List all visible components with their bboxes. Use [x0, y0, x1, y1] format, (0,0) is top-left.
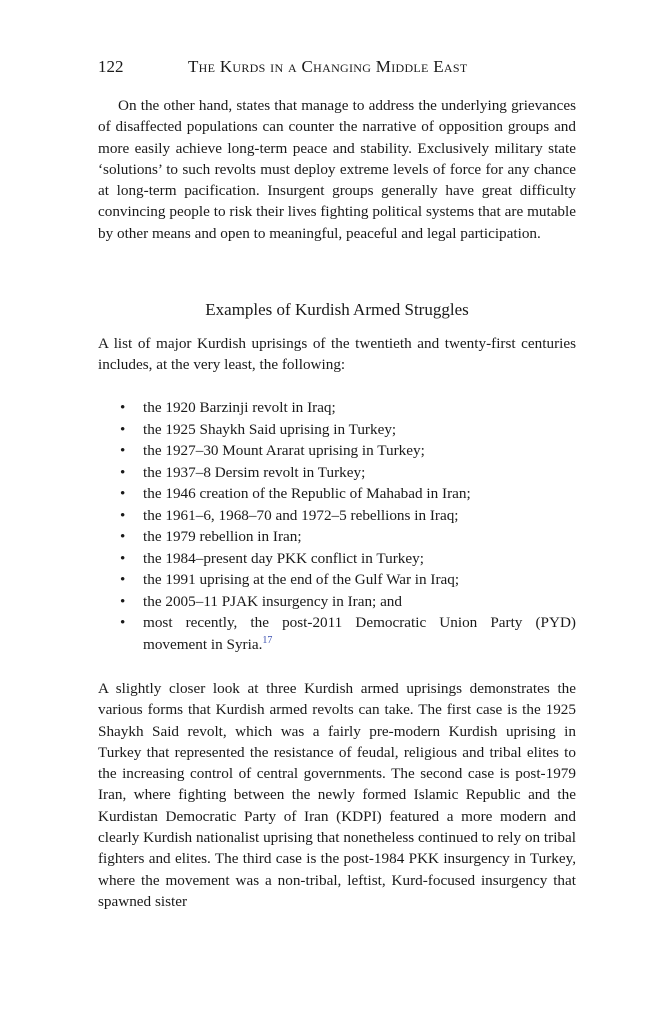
bullet-icon: •	[120, 506, 126, 524]
list-item-text: most recently, the post-2011 Democratic Union Party (PYD) movement in Syria.	[143, 614, 576, 653]
footnote-reference-link[interactable]: 17	[262, 634, 273, 646]
running-title: The Kurds in a Changing Middle East	[188, 57, 468, 76]
list-item-text: the 1984–present day PKK conflict in Turkey;	[143, 549, 424, 567]
list-item	[98, 462, 576, 484]
list-item	[98, 483, 576, 505]
list-item-text: the 1946 creation of the Republic of Mahabad in Iran;	[143, 485, 471, 502]
bullet-icon: •	[120, 614, 126, 631]
page-number: 122	[98, 57, 124, 76]
list-item-text: the 2005–11 PJAK insurgency in Iran; and	[143, 592, 402, 610]
list-item	[98, 569, 576, 591]
running-head	[98, 55, 576, 79]
list-item	[98, 548, 576, 570]
uprisings-list	[98, 397, 576, 655]
list-item	[98, 526, 576, 548]
list-item-text: the 1920 Barzinji revolt in Iraq;	[143, 399, 336, 416]
list-item-text: the 1979 rebellion in Iran;	[143, 528, 302, 545]
list-item-text: the 1991 uprising at the end of the Gulf War in Iraq;	[143, 571, 460, 588]
list-item-text: the 1925 Shaykh Said uprising in Turkey;	[143, 420, 397, 438]
lead-in-paragraph: A list of major Kurdish uprisings of the twentieth and twenty-first centuries includes, at the very least, the following:	[98, 335, 576, 374]
bullet-icon: •	[120, 420, 126, 438]
bullet-icon: •	[120, 485, 126, 502]
list-item	[98, 591, 576, 613]
list-item-text: the 1961–6, 1968–70 and 1972–5 rebellions in Iraq;	[143, 506, 459, 524]
bullet-icon: •	[120, 442, 126, 459]
list-item	[98, 612, 576, 655]
bullet-icon: •	[120, 463, 126, 481]
intro-paragraph: On the other hand, states that manage to address the underlying grievances of disaffected populations can counter the narrative of opposition groups and more easily achieve long-term peace and stability. Exclusively military state ‘solutions’ to such revolts must deploy extreme levels of force for any chance at long-term pacification. Insurgent groups generally have great difficulty convincing people to risk their lives fighting political systems that are mutable by other means and open to meaningful, peaceful and legal participation.	[98, 97, 576, 242]
list-item	[98, 397, 576, 419]
list-item	[98, 419, 576, 441]
bullet-icon: •	[120, 592, 126, 610]
bullet-icon: •	[120, 399, 126, 416]
bullet-icon: •	[120, 528, 126, 545]
list-item	[98, 505, 576, 527]
list-item	[98, 440, 576, 462]
closing-paragraph: A slightly closer look at three Kurdish armed uprisings demonstrates the various forms that Kurdish armed revolts can take. The first case is the 1925 Shaykh Said revolt, which was a fairly pre-modern Kurdish uprising in Turkey that represented the resistance of feudal, religious and tribal elites to the increasing control of central governments. The second case is post-1979 Iran, where fighting between the newly formed Islamic Republic and the Kurdistan Democratic Party of Iran (KDPI) featured a more modern and clearly Kurdish nationalist uprising that nonetheless continued to rely on tribal fighters and elites. The third case is the post-1984 PKK insurgency in Turkey, where the movement was a non-tribal, leftist, Kurd-focused insurgency that spawned sister	[98, 680, 576, 910]
bullet-icon: •	[120, 549, 126, 567]
list-item-text: the 1937–8 Dersim revolt in Turkey;	[143, 463, 366, 481]
section-heading: Examples of Kurdish Armed Struggles	[205, 300, 469, 319]
list-item-text: the 1927–30 Mount Ararat uprising in Turkey;	[143, 442, 425, 459]
bullet-icon: •	[120, 571, 126, 588]
